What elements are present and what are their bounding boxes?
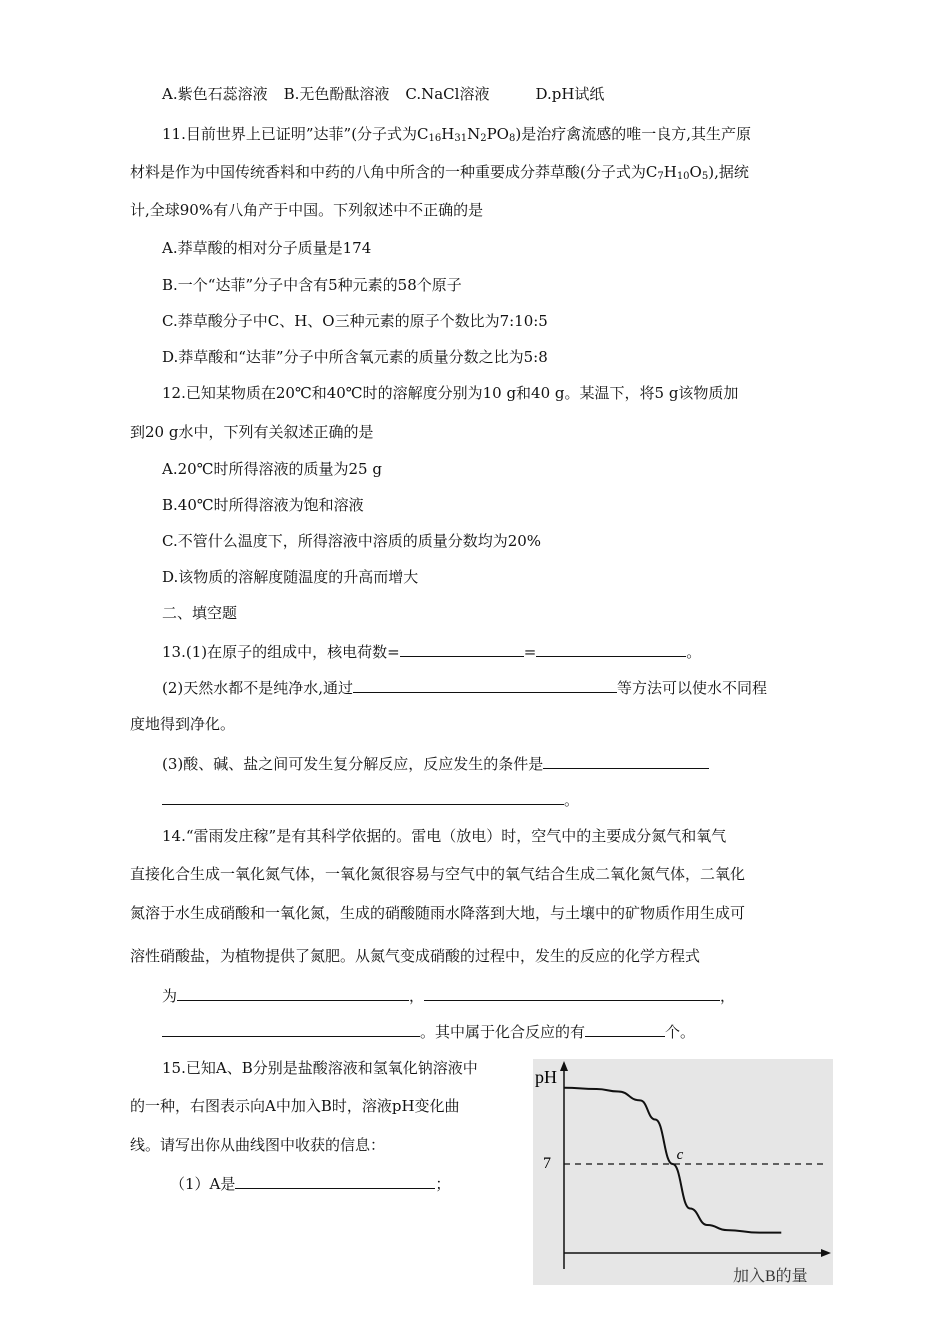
- q15-stem-line2: 的一种，右图表示向A中加入B时，溶液pH变化曲: [130, 1097, 460, 1115]
- q10-option-d: D.pH试纸: [535, 85, 605, 103]
- answer-blank[interactable]: [424, 984, 720, 1001]
- q14-text: 个。: [665, 1023, 696, 1041]
- subscript: 5: [701, 171, 709, 182]
- q11-text: )是治疗禽流感的唯一良方,其生产原: [515, 125, 751, 143]
- q14-text: ，: [409, 987, 425, 1005]
- q11-text: 11.目前世界上已证明”达菲”(分子式为C: [162, 125, 429, 143]
- q14-stem-line2: 直接化合生成一氧化氮气体，一氧化氮很容易与空气中的氧气结合生成二氧化氮气体，二氧化: [130, 865, 746, 883]
- q13-text: =: [523, 643, 537, 661]
- q10-option-c: C.NaCl溶液: [405, 85, 490, 103]
- q11-text: H: [441, 125, 455, 143]
- q13-text: (2)天然水都不是纯净水,通过: [162, 679, 354, 697]
- q11-text: H: [663, 163, 677, 181]
- q11-option-d: D.莽草酸和“达菲”分子中所含氧元素的质量分数之比为5:8: [162, 348, 548, 366]
- q13-text: 13.(1)在原子的组成中，核电荷数=: [162, 643, 400, 661]
- x-axis-arrow: [821, 1249, 831, 1257]
- answer-blank[interactable]: [235, 1172, 435, 1189]
- q14-stem-line4: 溶性硝酸盐，为植物提供了氮肥。从氮气变成硝酸的过程中，发生的反应的化学方程式: [130, 947, 701, 965]
- q13-text: 。: [564, 791, 580, 809]
- q14-text: ，: [720, 987, 736, 1005]
- q15-stem-line3: 线。请写出你从曲线图中收获的信息：: [130, 1136, 386, 1154]
- q11-text: ),据统: [708, 163, 749, 181]
- q12-stem-line2: 到20 g水中，下列有关叙述正确的是: [130, 423, 374, 441]
- q13-part2-cont: 度地得到净化。: [130, 715, 236, 733]
- point-c-label: c: [676, 1147, 684, 1163]
- answer-blank[interactable]: [162, 1020, 420, 1037]
- q10-options: [162, 84, 604, 104]
- subscript: 31: [454, 133, 468, 144]
- q11-text: N: [467, 125, 481, 143]
- q11-stem-line2: [130, 162, 749, 187]
- q15-part1: [170, 1172, 450, 1194]
- q11-option-b: B.一个“达菲”分子中含有5种元素的58个原子: [162, 276, 462, 294]
- q15-stem-line1: 15.已知A、B分别是盐酸溶液和氢氧化钠溶液中: [162, 1059, 478, 1077]
- q11-option-c: C.莽草酸分子中C、H、O三种元素的原子个数比为7:10:5: [162, 312, 548, 330]
- q14-stem-line1: 14.“雷雨发庄稼”是有其科学依据的。雷电（放电）时，空气中的主要成分氮气和氧气: [162, 827, 727, 845]
- q11-option-a: A.莽草酸的相对分子质量是174: [162, 239, 372, 257]
- q14-answer-line2: [162, 1020, 695, 1042]
- y-axis-arrow: [560, 1061, 568, 1071]
- q11-stem-line3: 计,全球90%有八角产于中国。下列叙述中不正确的是: [130, 201, 484, 219]
- q13-part3-cont: [162, 788, 579, 810]
- q15-text: （1）A是: [170, 1175, 236, 1193]
- q14-text: 为: [162, 987, 178, 1005]
- ph-chart-svg: [533, 1059, 833, 1285]
- y-tick-label: 7: [543, 1155, 551, 1172]
- q11-text: PO: [486, 125, 509, 143]
- q12-option-d: D.该物质的溶解度随温度的升高而增大: [162, 568, 419, 586]
- q12-option-c: C.不管什么温度下，所得溶液中溶质的质量分数均为20%: [162, 532, 542, 550]
- subscript: 16: [428, 133, 442, 144]
- subscript: 10: [676, 171, 690, 182]
- q13-part2: [162, 676, 767, 698]
- answer-blank[interactable]: [585, 1020, 665, 1037]
- answer-blank[interactable]: [536, 640, 686, 657]
- q13-text: 等方法可以使水不同程: [617, 679, 768, 697]
- y-axis-label: pH: [535, 1067, 557, 1087]
- q14-text: 。其中属于化合反应的有: [420, 1023, 586, 1041]
- subscript: 2: [480, 133, 487, 144]
- section-title: 二、填空题: [162, 604, 238, 622]
- q13-text: 。: [686, 643, 702, 661]
- q10-option-b: B.无色酚酞溶液: [283, 85, 390, 103]
- ph-curve-line: [564, 1088, 781, 1233]
- q11-stem-line1: [162, 124, 751, 149]
- answer-blank[interactable]: [177, 984, 409, 1001]
- answer-blank[interactable]: [543, 752, 709, 769]
- q15-text: ；: [435, 1175, 451, 1193]
- q12-option-a: A.20℃时所得溶液的质量为25 g: [162, 460, 382, 478]
- q13-text: (3)酸、碱、盐之间可发生复分解反应，反应发生的条件是: [162, 755, 544, 773]
- q11-text: O: [689, 163, 702, 181]
- q12-option-b: B.40℃时所得溶液为饱和溶液: [162, 496, 364, 514]
- q13-part3: [162, 752, 709, 774]
- ph-curve-chart: [533, 1059, 833, 1285]
- q10-option-a: A.紫色石蕊溶液: [162, 85, 268, 103]
- q14-stem-line3: 氮溶于水生成硝酸和一氧化氮，生成的硝酸随雨水降落到大地，与土壤中的矿物质作用生成可: [130, 904, 746, 922]
- q11-text: 材料是作为中国传统香料和中药的八角中所含的一种重要成分莽草酸(分子式为C: [130, 163, 658, 181]
- x-axis-label: 加入B的量: [733, 1268, 808, 1285]
- subscript: 8: [508, 133, 516, 144]
- q12-stem-line1: 12.已知某物质在20℃和40℃时的溶解度分别为10 g和40 g。某温下，将5 g该物质加: [162, 384, 739, 402]
- answer-blank[interactable]: [353, 676, 617, 693]
- answer-blank[interactable]: [400, 640, 524, 657]
- q14-answer-line1: [162, 984, 735, 1006]
- q13-part1: [162, 640, 701, 662]
- subscript: 7: [657, 171, 664, 182]
- answer-blank[interactable]: [162, 788, 564, 805]
